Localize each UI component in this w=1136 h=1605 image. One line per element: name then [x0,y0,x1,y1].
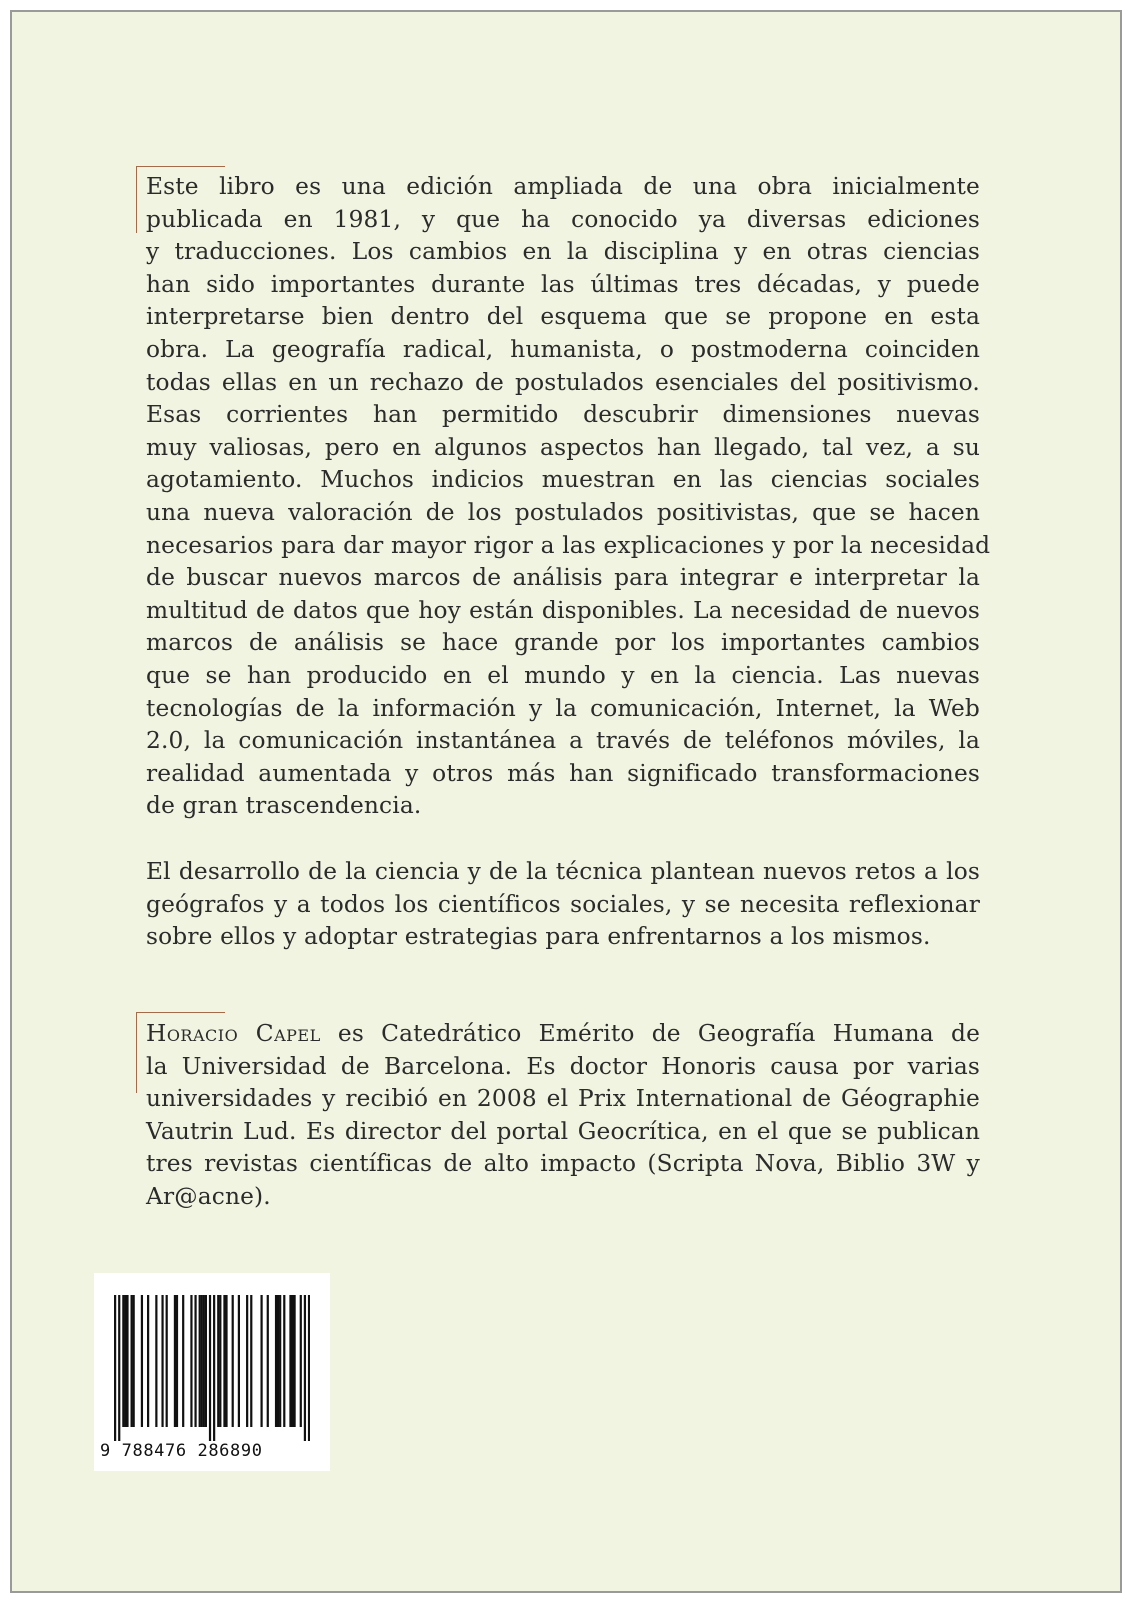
barcode-bar [223,1295,225,1427]
barcode-digits: 9 788476 286890 [100,1441,263,1461]
text-line: sobre ellos y adoptar estrategias para enfrentarnos a los mismos. [146,923,931,951]
text-line: interpretarse bien dentro del esquema que se propone en esta [146,303,980,331]
barcode-bar [283,1295,285,1427]
barcode-bar [293,1295,295,1427]
barcode-bar [118,1295,120,1441]
barcode-bar [277,1295,279,1427]
text-line: obra. La geografía radical, humanista, o postmoderna coinciden [146,335,980,363]
text-line: Esas corrientes han permitido descubrir dimensiones nuevas [146,401,980,429]
text-line: muy valiosas, pero en algunos aspectos han llegado, tal vez, a su [146,433,980,461]
text-line: de buscar nuevos marcos de análisis para integrar e interpretar la [146,564,980,592]
barcode-bar [166,1295,168,1427]
text-line: marcos de análisis se hace grande por los importantes cambios [146,629,980,657]
barcode-bar [190,1295,192,1427]
barcode-bar [232,1295,234,1427]
text-line: agotamiento. Muchos indicios muestran en las ciencias sociales [146,466,980,494]
barcode-bar [124,1295,126,1427]
text-line: de gran trascendencia. [146,792,422,820]
text-line: la Universidad de Barcelona. Es doctor Honoris causa por varias [146,1052,980,1080]
barcode-bar [217,1295,219,1427]
barcode-bar [291,1295,293,1427]
text-line: Este libro es una edición ampliada de una obra inicialmente [146,173,980,200]
text-line: 2.0, la comunicación instantánea a través de teléfonos móviles, la [146,727,980,755]
text-line: universidades y recibió en 2008 el Prix International de Géographie [146,1085,980,1113]
blurb-paragraph-1 [146,171,991,823]
text-line: han sido importantes durante las últimas tres décadas, y puede [146,270,980,298]
text-line: publicada en 1981, y que ha conocido ya diversas ediciones [146,205,980,233]
isbn-barcode [94,1273,330,1471]
barcode-bar [213,1295,215,1441]
barcode-bar [199,1295,201,1427]
text-line: geógrafos y a todos los científicos sociales, y se necesita reflexionar [146,890,980,918]
barcode-bar [275,1295,277,1427]
barcode-bar [201,1295,203,1427]
barcode-bar [246,1295,248,1427]
text-line: tecnologías de la información y la comunicación, Internet, la Web [146,694,980,722]
barcode-bar [114,1295,116,1441]
author-name: Horacio Capel [146,1020,321,1047]
text-line: realidad aumentada y otros más han significado transformaciones [146,759,980,787]
author-bio-first-line: es Catedrático Emérito de Geografía Humana de [337,1020,980,1047]
text-line: tres revistas científicas de alto impacto (Scripta Nova, Biblio 3W y [146,1150,980,1178]
barcode-bars [114,1295,310,1441]
barcode-bar [141,1295,143,1427]
barcode-bar [122,1295,124,1427]
author-bio [146,1018,980,1214]
barcode-bar [176,1295,178,1427]
text-line: El desarrollo de la ciencia y de la técnica plantean nuevos retos a los [146,858,980,885]
barcode-bar [279,1295,281,1427]
barcode-bar [205,1295,207,1427]
barcode-bar [238,1295,240,1427]
barcode-bar [260,1295,262,1427]
text-line: una nueva valoración de los postulados positivistas, que se hacen [146,498,980,526]
barcode-bar [174,1295,176,1427]
barcode-bar [304,1295,306,1441]
text-line: todas ellas en un rechazo de postulados esenciales del positivismo. [146,368,980,396]
blurb-paragraph-2 [146,856,980,954]
text-line [146,1018,980,1051]
text-line: multitud de datos que hoy están disponibles. La necesidad de nuevos [146,596,980,624]
barcode-bar [225,1295,227,1427]
barcode-bar [161,1295,163,1427]
barcode-bar [209,1295,211,1441]
barcode-bar [308,1295,310,1441]
barcode-bar [250,1295,252,1427]
barcode-bar [182,1295,184,1427]
barcode-bar [133,1295,135,1427]
text-line: Vautrin Lud. Es director del portal Geocrítica, en el que se publican [146,1117,980,1145]
text-line: que se han producido en el mundo y en la ciencia. Las nuevas [146,661,980,689]
barcode-bar [126,1295,128,1427]
text-line: y traducciones. Los cambios en la disciplina y en otras ciencias [146,238,980,266]
text-line: Ar@acne). [146,1182,271,1210]
barcode-bar [155,1295,157,1427]
text-line: necesarios para dar mayor rigor a las explicaciones y por la necesidad [146,531,991,559]
barcode-bar [267,1295,269,1427]
barcode-bar [131,1295,133,1427]
barcode-bar [289,1295,291,1427]
barcode-bar [194,1295,196,1427]
barcode-bar [147,1295,149,1427]
barcode-bar [203,1295,205,1427]
barcode-bar [219,1295,221,1427]
barcode-bar [300,1295,302,1427]
